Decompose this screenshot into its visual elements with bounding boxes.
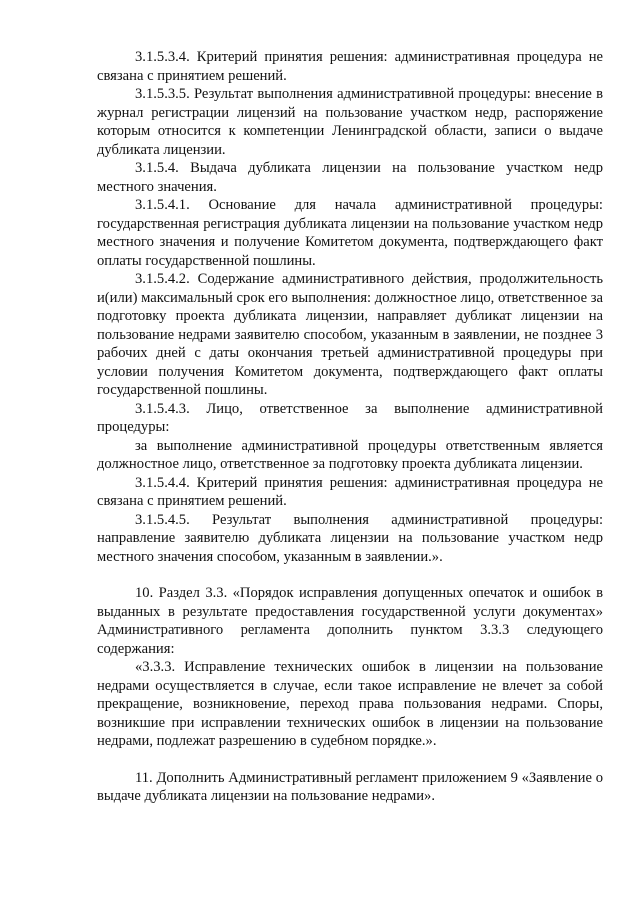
section-spacer: [97, 751, 603, 769]
paragraph-3-1-5-4-4: 3.1.5.4.4. Критерий принятия решения: административная процедура не связана с принятием решений.: [97, 474, 603, 509]
paragraph-3-1-5-4-5: 3.1.5.4.5. Результат выполнения административной процедуры: направление заявителю дубликата лицензии на пользование участком недр местного значения способом, указанным в заявлении.».: [97, 511, 603, 565]
paragraph-item-11: 11. Дополнить Административный регламент приложением 9 «Заявление о выдаче дубликата лицензии на пользование недрами».: [97, 769, 603, 804]
paragraph-3-1-5-3-4: 3.1.5.3.4. Критерий принятия решения: административная процедура не связана с принятием решений.: [97, 49, 603, 84]
paragraph-3-1-5-3-5: 3.1.5.3.5. Результат выполнения административной процедуры: внесение в журнал регистрации лицензий на пользование участком недр, распоряжение которым относится к компетенции Ленинградской области, записи о выдаче дубликата лицензии.: [97, 86, 603, 158]
section-spacer: [97, 566, 603, 584]
paragraph-responsible-person: за выполнение административной процедуры ответственным является должностное лицо, ответственное за подготовку проекта дубликата лицензии.: [97, 437, 603, 472]
paragraph-3-1-5-4-1: 3.1.5.4.1. Основание для начала административной процедуры: государственная регистрация дубликата лицензии на пользование участком недр местного значения и получение Комитетом документа, подтверждающего факт оплаты государственной пошлины.: [97, 197, 603, 269]
paragraph-item-10: 10. Раздел 3.3. «Порядок исправления допущенных опечаток и ошибок в выданных в результате предоставления государственной услуги документах» Административного регламента дополнить пунктом 3.3.3 следующего содержания:: [97, 585, 603, 657]
paragraph-3-1-5-4: 3.1.5.4. Выдача дубликата лицензии на пользование участком недр местного значения.: [97, 160, 603, 195]
document-page: [97, 48, 603, 806]
paragraph-3-3-3: «3.3.3. Исправление технических ошибок в лицензии на пользование недрами осуществляется в случае, если такое исправление не влечет за собой прекращение, возникновение, переход права пользования недрами. Споры, возникшие при исправлении технических ошибок в лицензии на пользование недрами, подлежат разрешению в судебном порядке.».: [97, 659, 603, 749]
paragraph-3-1-5-4-2: 3.1.5.4.2. Содержание административного действия, продолжительность и(или) максимальный срок его выполнения: должностное лицо, ответственное за подготовку проекта дубликата лицензии, направляет дубликат лицензии на пользование недрами заявителю способом, указанным в заявлении, не позднее 3 рабочих дней с даты окончания третьей административной процедуры при условии получения Комитетом документа, подтверждающего факт оплаты государственной пошлины.: [97, 271, 603, 398]
paragraph-3-1-5-4-3: 3.1.5.4.3. Лицо, ответственное за выполнение административной процедуры:: [97, 400, 603, 435]
